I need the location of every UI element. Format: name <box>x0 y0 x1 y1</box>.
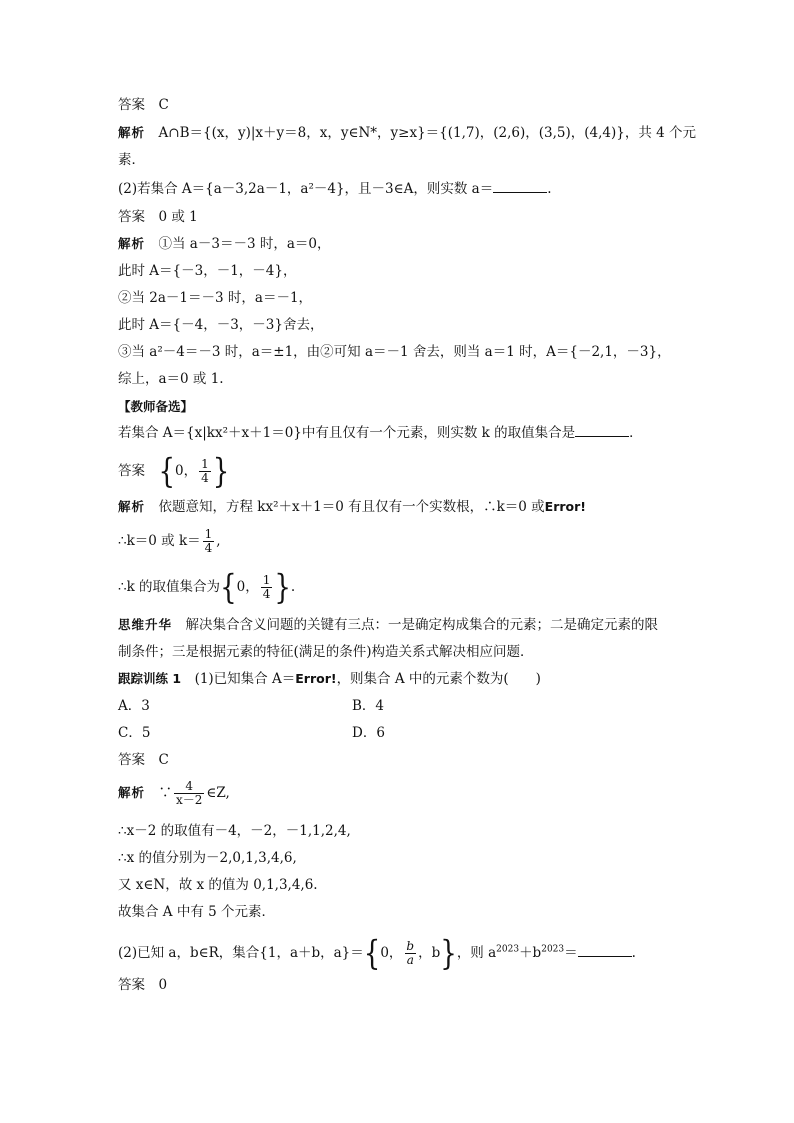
solution-1-cont: 素． <box>118 152 145 168</box>
thinking-summary-line-2: 制条件；三是根据元素的特征(满足的条件)构造关系式解决相应问题． <box>118 644 534 660</box>
answer-blank <box>493 180 547 193</box>
solution-1: 解析 A∩B＝{(x，y)|x＋y＝8，x，y∈N*，y≥x}＝{(1,7)，(2,6)，(3,5)，(4,4)}，共 4 个元 <box>118 125 697 141</box>
thinking-summary-line-1: 思维升华 解决集合含义问题的关键有三点：一是确定构成集合的元素；二是确定元素的限 <box>118 617 659 633</box>
solution-4-line-1: 解析 ∵ $\frac{4}{x-2}$ ∈Z, <box>118 779 230 807</box>
option-c: C．5 <box>118 725 151 741</box>
solution-2-line-1: 解析 ①当 a－3＝－3 时，a＝0， <box>118 236 331 252</box>
track-question-1: 跟踪训练 1 (1)已知集合 A＝Error!，则集合 A 中的元素个数为( ) <box>118 671 541 687</box>
solution-4-line-5: 故集合 A 中有 5 个元素． <box>118 904 276 920</box>
solution-2-line-5: ③当 a²－4＝－3 时，a＝±1，由②可知 a＝－1 舍去，则当 a＝1 时，A＝{－2,1，－3}， <box>118 344 671 360</box>
answer-blank <box>578 944 632 957</box>
solution-3-line-2: ∴k＝0 或 k＝ $\frac{1}{4}$ , <box>118 527 221 555</box>
option-d: D．6 <box>352 725 385 741</box>
fraction: $\frac{1}{4}$ <box>204 527 213 555</box>
fraction: $\frac{b}{a}$ <box>406 939 415 967</box>
answer-4: 答案 C <box>118 752 169 768</box>
solution-4-line-4: 又 x∈N，故 x 的值为 0,1,3,4,6. <box>118 877 318 893</box>
question-2: (2)若集合 A＝{a－3,2a－1，a²－4}，且－3∈A，则实数 a＝ . <box>118 181 552 197</box>
option-a: A．3 <box>118 698 150 714</box>
solution-4-line-3: ∴x 的值分别为－2,0,1,3,4,6, <box>118 850 297 866</box>
answer-blank <box>575 424 629 437</box>
solution-2-line-2: 此时 A＝{－3，－1，－4}， <box>118 263 297 279</box>
fraction: $\frac{1}{4}$ <box>201 457 209 485</box>
answer-5: 答案 0 <box>118 977 168 993</box>
solution-4-line-2: ∴x－2 的取值有－4，－2，－1,1,2,4, <box>118 823 351 839</box>
solution-3-line-3: ∴k 的取值集合为{0， $\frac{1}{4}$ }. <box>118 568 296 607</box>
fraction: $\frac{4}{x-2}$ <box>176 779 203 807</box>
solution-2-line-4: 此时 A＝{－4，－3，－3}舍去， <box>118 317 324 333</box>
solution-2-line-6: 综上，a＝0 或 1. <box>118 371 224 387</box>
fraction: $\frac{1}{4}$ <box>262 573 271 601</box>
option-b: B．4 <box>352 698 385 714</box>
teacher-reserve-heading: 【教师备选】 <box>118 399 194 414</box>
solution-2-line-3: ②当 2a－1＝－3 时，a＝－1， <box>118 290 313 306</box>
answer-2: 答案 0 或 1 <box>118 209 198 225</box>
question-3: 若集合 A＝{x|kx²＋x＋1＝0}中有且仅有一个元素，则实数 k 的取值集合是 ． <box>118 425 643 441</box>
answer-3: 答案 {0， $\frac{1}{4}$ } <box>118 452 230 491</box>
solution-label: 解析 <box>118 125 146 140</box>
question-5: (2)已知 a，b∈R，集合{1，a＋b，a}＝{0， $\frac{b}{a}$ ，b}，则 $a^{2023}+b^{2023}=$ . <box>118 934 636 973</box>
solution-3-line-1: 解析 依题意知，方程 kx²＋x＋1＝0 有且仅有一个实数根，∴k＝0 或Error! <box>118 499 586 515</box>
answer-1: 答案 C <box>118 97 169 113</box>
